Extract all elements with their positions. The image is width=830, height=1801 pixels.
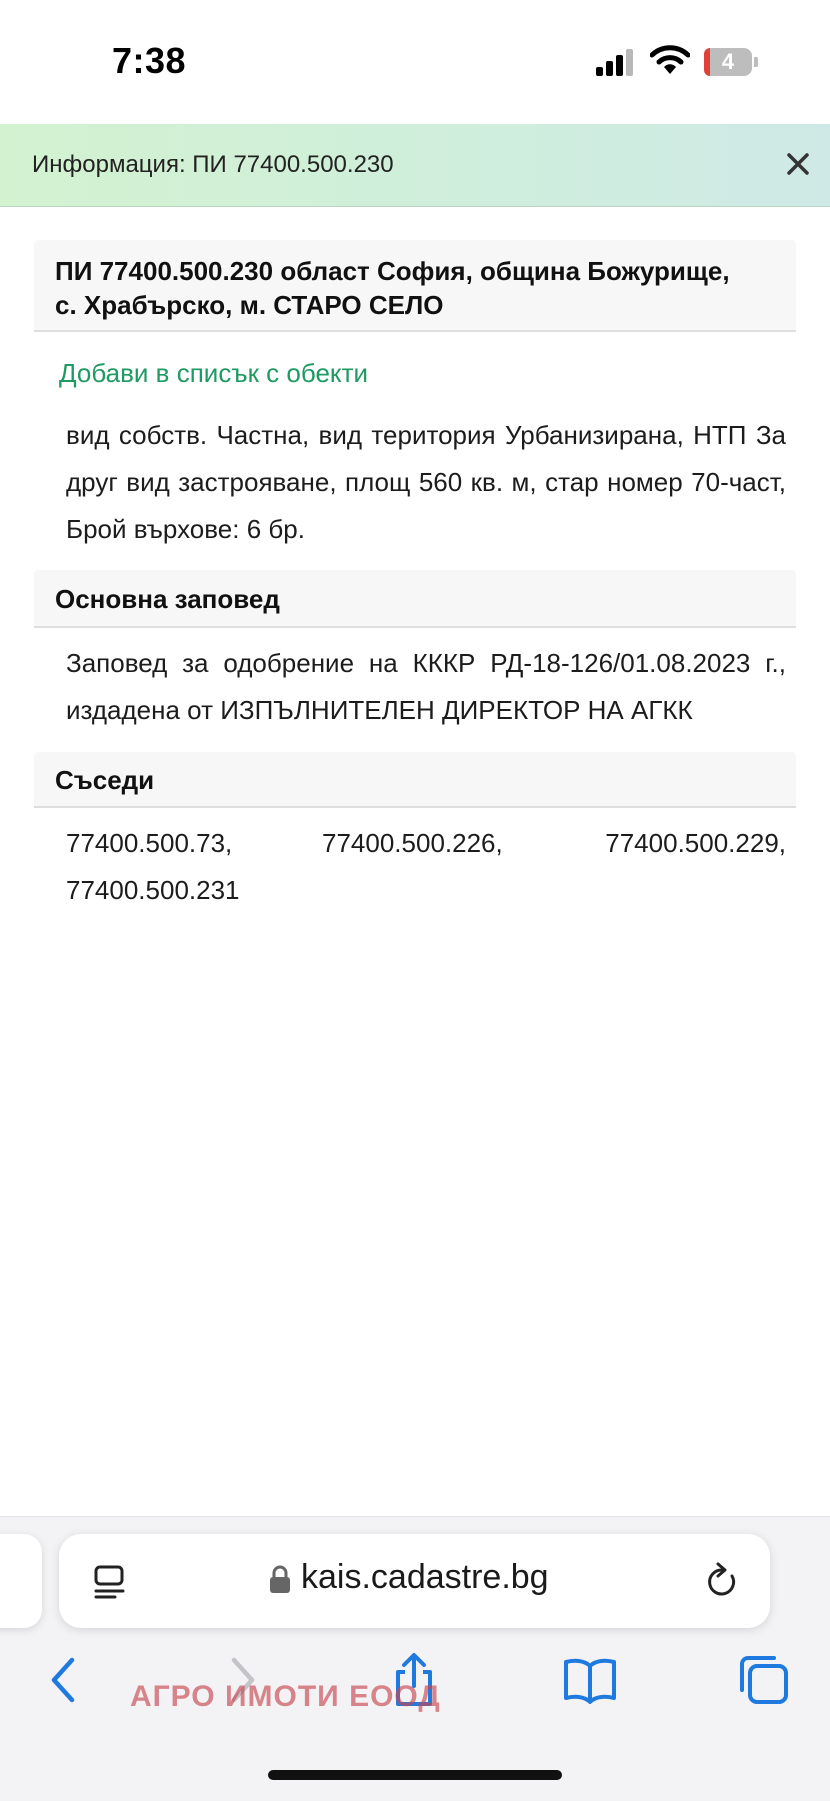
- parcel-description: вид собств. Частна, вид територия Урбанизирана, НТП За друг вид застрояване, площ 560 кв. м, стар номер 70-част, Брой върхове: 6 бр.: [66, 420, 786, 544]
- url-text[interactable]: kais.cadastre.bg: [301, 1558, 549, 1596]
- parcel-title-line2: с. Храбърско, м. СТАРО СЕЛО: [55, 290, 444, 320]
- bookmarks-icon[interactable]: [562, 1652, 618, 1708]
- page-menu-icon[interactable]: [93, 1564, 127, 1600]
- lock-icon: [269, 1564, 291, 1594]
- back-icon[interactable]: [44, 1652, 84, 1708]
- add-to-objects-link[interactable]: Добави в списък с обекти: [59, 358, 369, 388]
- neighbour-link[interactable]: 77400.500.73,: [66, 828, 233, 858]
- address-bar[interactable]: [59, 1534, 770, 1628]
- neighbours-heading: Съседи: [34, 752, 796, 808]
- wifi-icon: [650, 44, 690, 76]
- reload-icon[interactable]: [705, 1562, 739, 1600]
- tabs-icon[interactable]: [736, 1652, 792, 1708]
- banner-title: Информация: ПИ 77400.500.230: [32, 151, 394, 178]
- watermark: АГРО ИМОТИ ЕООД: [130, 1680, 441, 1713]
- neighbour-link[interactable]: 77400.500.226,: [322, 828, 503, 858]
- order-heading: Основна заповед: [34, 570, 796, 628]
- battery-icon: [704, 48, 756, 76]
- previous-tab-preview[interactable]: [0, 1534, 42, 1628]
- status-time: 7:38: [112, 40, 187, 81]
- parcel-title-line1: ПИ 77400.500.230 област София, община Божурище,: [55, 256, 730, 286]
- neighbour-link[interactable]: 77400.500.231: [66, 875, 240, 905]
- parcel-title: [34, 240, 796, 332]
- close-icon[interactable]: [784, 150, 812, 178]
- order-text: Заповед за одобрение на КККР РД-18-126/01.08.2023 г., издадена от ИЗПЪЛНИТЕЛЕН ДИРЕКТОР НА АГКК: [66, 648, 786, 725]
- status-bar: [0, 0, 830, 124]
- info-banner: [0, 124, 830, 207]
- cellular-signal-icon: [596, 48, 636, 76]
- battery-level: 4: [721, 49, 735, 74]
- neighbour-link[interactable]: 77400.500.229,: [605, 828, 786, 858]
- home-indicator: [268, 1770, 562, 1780]
